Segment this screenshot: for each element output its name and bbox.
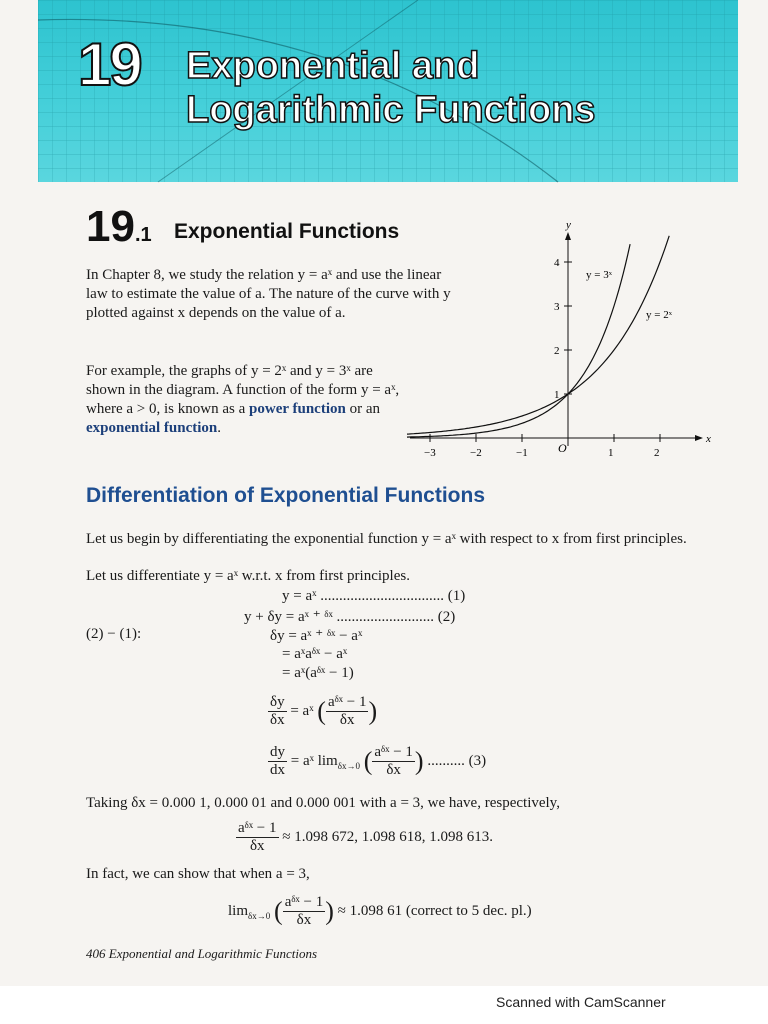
limit-subscript: δx→0 (337, 760, 360, 771)
fraction-den: δx (339, 712, 355, 728)
equation-7-number: .......... (3) (427, 752, 487, 769)
section-number-sub: .1 (134, 224, 152, 246)
example-paragraph (86, 362, 410, 438)
y-tick-label: 3 (554, 301, 560, 313)
equation-4: = aˣaᵟˣ − aˣ (282, 646, 348, 662)
origin-label: O (558, 441, 567, 455)
equation-3: δy = aˣ ⁺ ᵟˣ − aˣ (270, 628, 363, 644)
x-tick-label: 1 (608, 447, 614, 459)
example-text2: or an (345, 401, 380, 417)
section-title: Exponential Functions (174, 220, 400, 243)
equation-7-mid: = aˣ lim (290, 752, 338, 769)
term-exponential-function: exponential function (86, 420, 218, 436)
fraction-den: δx (270, 712, 285, 728)
fraction-num: δy (270, 694, 285, 710)
x-axis-arrow-icon (695, 435, 703, 441)
example-text3: . (217, 420, 222, 436)
term-power-function: power function (249, 401, 346, 417)
section-number (86, 202, 152, 252)
y-axis-label: y (566, 219, 571, 231)
scanner-watermark: Scanned with CamScanner (496, 994, 666, 1010)
fraction-den: δx (386, 762, 401, 778)
intro-paragraph: In Chapter 8, we study the relation y = aˣ and use the linear law to estimate the value of a. The nature of the curve with y plotted against x depends on the value of a. (86, 267, 451, 321)
x-tick-label: −1 (516, 447, 528, 459)
limit-word: lim (228, 902, 249, 919)
equation-1: y = aˣ ................................. (1) (282, 588, 466, 604)
in-fact-text: In fact, we can show that when a = 3, (86, 866, 310, 882)
diff-intro-2: Let us differentiate y = aˣ w.r.t. x from first principles. (86, 568, 410, 584)
x-tick-label: −2 (470, 447, 482, 459)
taking-values-text: Taking δx = 0.000 1, 0.000 01 and 0.000 001 with a = 3, we have, respectively, (86, 795, 560, 811)
label-y-2x: y = 2ˣ (646, 309, 672, 321)
exponential-graph (400, 216, 710, 466)
example-text1: For example, the graphs of y = 2ˣ and y = 3ˣ are shown in the diagram. A function of the form y = aˣ, where a > 0, is known as a (86, 363, 400, 417)
y-axis-arrow-icon (565, 232, 571, 240)
equation-label: (2) − (1): (86, 626, 142, 642)
chapter-title-line2: Logarithmic Functions (186, 89, 596, 131)
fraction-den: dx (270, 762, 285, 778)
chapter-title-line1: Exponential and (186, 45, 480, 87)
y-tick-label: 2 (554, 345, 560, 357)
equation-6-mid: = aˣ (290, 702, 314, 719)
fraction-derivative (268, 744, 287, 779)
fraction-limit-result (283, 894, 326, 929)
chapter-title (186, 44, 596, 132)
y-tick-group (554, 257, 572, 401)
diff-intro-paragraph: Let us begin by differentiating the exponential function y = aˣ with respect to x from first principles. (86, 531, 687, 547)
equation-7: $\frac{dy}{dx}$ = aˣ $\lim_{\delta x\to 0}$ ( $\frac{\text{aᵟˣ − 1}}{\delta x}$ ) .......... (3) (270, 744, 487, 778)
fraction-num: aᵟˣ − 1 (374, 744, 413, 760)
fraction-den: δx (249, 838, 265, 854)
limit-subscript: δx→0 (248, 910, 271, 921)
y-tick-label: 4 (554, 257, 560, 269)
fraction-a-dx (326, 694, 369, 729)
equation-2: y + δy = aˣ ⁺ ᵟˣ .......................... (2) (244, 609, 456, 625)
equation-5: = aˣ(aᵟˣ − 1) (282, 665, 354, 681)
limit-result: $\lim_{\delta x\to 0}$ ( $\frac{\text{aᵟˣ − 1}}{\delta x}$ ) ≈ 1.098 61 (correct to 5 dec. pl.) (228, 894, 532, 928)
heading-differentiation: Differentiation of Exponential Functions (86, 484, 485, 507)
approx-values-text: ≈ 1.098 672, 1.098 618, 1.098 613. (282, 828, 494, 845)
x-tick-label: −3 (424, 447, 436, 459)
equation-6: $\frac{\delta y}{\delta x}$ = aˣ ( $\frac{\text{aᵟˣ − 1}}{\delta x}$ ) (270, 694, 378, 728)
fraction-num: dy (270, 744, 285, 760)
fraction-dy-dx (268, 694, 287, 729)
x-axis-label: x (706, 433, 711, 445)
x-tick-label: 2 (654, 447, 660, 459)
limit-result-text: ≈ 1.098 61 (correct to 5 dec. pl.) (337, 902, 532, 919)
fraction-limit (372, 744, 415, 779)
fraction-num: aᵟˣ − 1 (284, 894, 324, 910)
chapter-number: 19 (78, 31, 141, 98)
fraction-approx (236, 820, 279, 855)
fraction-den: δx (296, 912, 312, 928)
approx-values (236, 820, 493, 855)
fraction-num: aᵟˣ − 1 (327, 694, 367, 710)
label-y-3x: y = 3ˣ (586, 269, 612, 281)
y-tick-label: 1 (554, 389, 560, 401)
fraction-num: aᵟˣ − 1 (238, 820, 277, 836)
curve-y-2x (407, 236, 669, 434)
page-footer: 406 Exponential and Logarithmic Functions (86, 946, 318, 961)
section-number-main: 19 (86, 202, 135, 251)
